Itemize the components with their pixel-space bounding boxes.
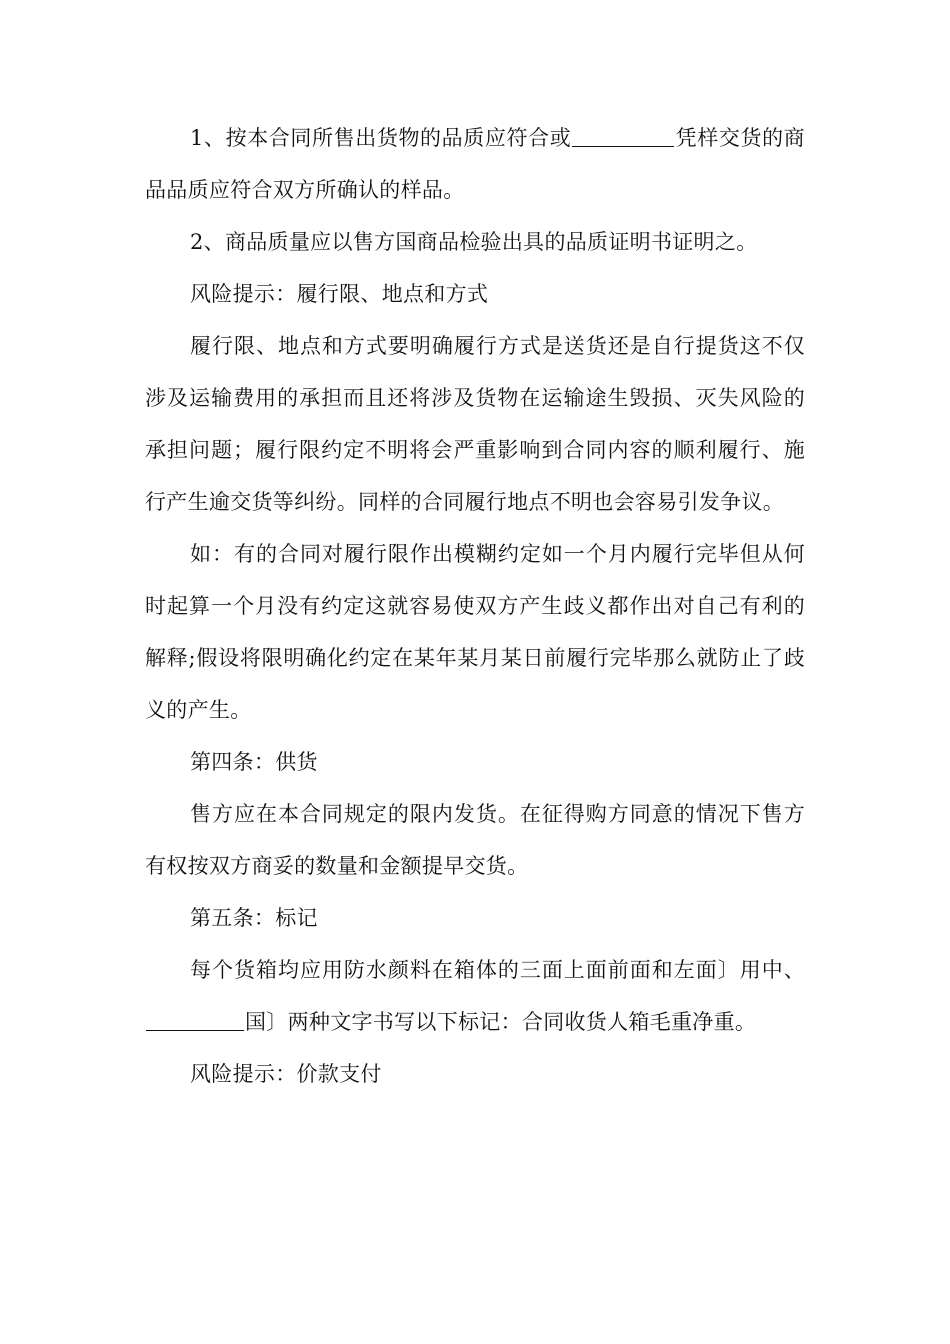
risk-heading-payment: 风险提示：价款支付 [190,1062,382,1086]
risk-heading-performance: 风险提示：履行限、地点和方式 [190,282,489,306]
marking-text-start: 每个货箱均应用防水颜料在箱体的三面上面前面和左面〕用中、 [190,958,805,982]
marking-paragraph [145,944,805,1048]
fill-in-blank [146,1010,244,1031]
clause-quality-text-start: 1、按本合同所售出货物的品质应符合或 [190,126,572,150]
article-five-heading: 第五条：标记 [190,906,318,930]
fill-in-blank [572,126,674,147]
clause-inspection-paragraph: 2、商品质量应以售方国商品检验出具的品质证明书证明之。 [190,230,758,254]
document-body [145,112,805,1100]
performance-explanation-paragraph: 履行限、地点和方式要明确履行方式是送货还是自行提货这不仅涉及运输费用的承担而且还将涉及货物在运输途生毁损、灭失风险的承担问题；履行限约定不明将会严重影响到合同内容的顺利履行、施行产生逾交货等纠纷。同样的合同履行地点不明也会容易引发争议。 [145,334,805,514]
clause-quality-text-end: 凭样交货的商品品质应符合双方所确认的样品。 [145,126,805,202]
delivery-paragraph: 售方应在本合同规定的限内发货。在征得购方同意的情况下售方有权按双方商妥的数量和金额提早交货。 [145,802,805,878]
clause-quality-paragraph [145,112,805,216]
marking-text-end: 国〕两种文字书写以下标记：合同收货人箱毛重净重。 [245,1010,757,1034]
article-four-heading: 第四条：供货 [190,750,318,774]
performance-example-paragraph: 如：有的合同对履行限作出模糊约定如一个月内履行完毕但从何时起算一个月没有约定这就容易使双方产生歧义都作出对自己有利的解释;假设将限明确化约定在某年某月某日前履行完毕那么就防止了歧义的产生。 [145,542,805,722]
